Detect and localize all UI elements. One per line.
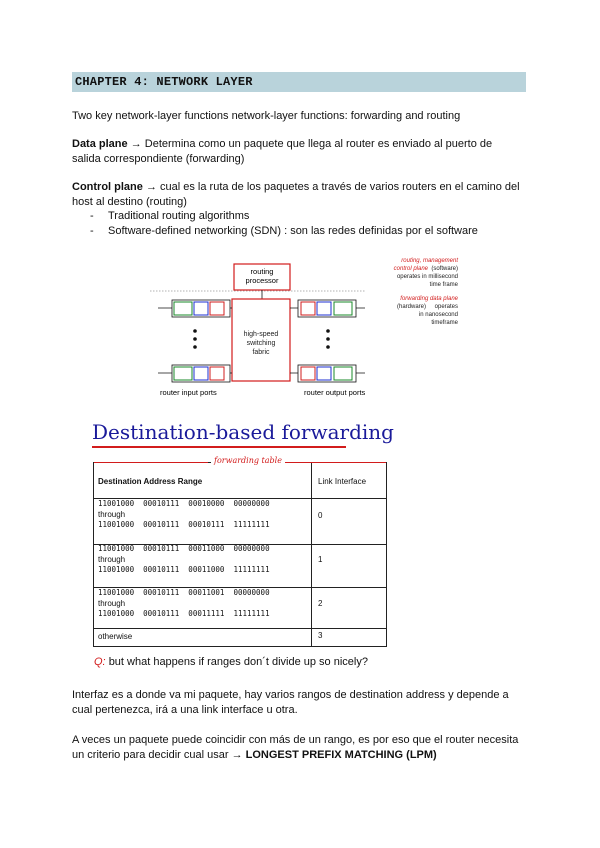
router-architecture-diagram [150,256,460,402]
routing-processor-label-2: processor [245,276,279,285]
link-interface: 3 [318,631,323,640]
control-plane-label: Control plane [72,181,143,193]
data-plane-label: Data plane [72,138,128,150]
lpm-line1: A veces un paquete puede coincidir con más de un rango, es por eso que el router necesita [72,734,519,746]
output-ports-label: router output ports [304,388,366,397]
data-plane-line1: → Determina como un paquete que llega al router es enviado al puerto de [130,138,493,150]
note-routing-1: routing, management [401,258,458,264]
col-header-interface: Link Interface [318,477,367,486]
control-plane-line1: → cual es la ruta de los paquetes a través de varios routers en el camino del [145,181,520,193]
fabric-label-1: high-speed [243,331,279,338]
link-interface: 2 [318,599,323,608]
control-plane-paragraph [72,180,532,210]
interface-line1: Interfaz es a donde va mi paquete, hay varios rangos de destination address y depende a [72,689,509,701]
question-label: Q: [94,656,106,668]
question-text: but what happens if ranges don´t divide up so nicely? [108,656,368,668]
note-forwarding-1: forwarding data plane [400,296,458,302]
control-plane-line2: host al destino (routing) [72,196,187,208]
note-routing-4: operates in millisecond [396,274,458,280]
range-through: through [98,555,126,564]
fabric-label-3: fabric [252,349,270,356]
data-plane-paragraph [72,137,532,167]
interface-line2: cual pertenezca, irá a una link interface u otra. [72,704,298,716]
forwarding-question [94,656,368,668]
note-routing-5: time frame [429,282,458,288]
lpm-line2: un criterio para decidir cual usar → [72,749,246,761]
output-port-bottom [290,365,365,382]
range-from: 11001000 00010111 00011000 00000000 [98,544,270,553]
note-forwarding-5: timeframe [431,320,458,326]
chapter-heading: CHAPTER 4: NETWORK LAYER [72,72,526,92]
range-to: 11001000 00010111 00010111 11111111 [98,520,270,529]
range-to: 11001000 00010111 00011111 11111111 [98,609,270,618]
intro-paragraph: Two key network-layer functions network-layer functions: forwarding and routing [72,110,461,122]
range-otherwise: otherwise [98,632,133,641]
range-to: 11001000 00010111 00011000 11111111 [98,565,270,574]
input-ports-label: router input ports [160,388,217,397]
note-routing-2: control plane [393,266,428,272]
link-interface: 1 [318,555,323,564]
lpm-term: LONGEST PREFIX MATCHING (LPM) [245,749,437,761]
note-forwarding-2: (hardware) [396,304,426,310]
forwarding-table [93,456,387,647]
range-through: through [98,510,126,519]
input-port-bottom [158,365,232,382]
col-header-range: Destination Address Range [98,477,203,486]
bullet-item: - Software-defined networking (SDN) : son las redes definidas por el software [88,224,478,239]
note-forwarding-4: in nanosecond [418,312,458,318]
output-port-top [290,300,365,317]
control-plane-bullets [88,209,478,239]
range-from: 11001000 00010111 00010000 00000000 [98,499,270,508]
range-through: through [98,599,126,608]
link-interface: 0 [318,511,323,520]
forwarding-title: Destination-based forwarding [92,420,394,444]
range-from: 11001000 00010111 00011001 00000000 [98,588,270,597]
interface-paragraph [72,688,532,718]
fabric-label-2: switching [246,340,276,347]
bullet-item: - Traditional routing algorithms [88,209,478,224]
input-port-top [158,300,232,317]
note-routing-3: (software) [431,266,458,272]
note-forwarding-3: operates [434,304,458,310]
forwarding-table-label: forwarding table [211,456,285,465]
table-header [94,463,386,499]
data-plane-line2: salida correspondiente (forwarding) [72,153,245,165]
lpm-paragraph [72,733,532,763]
forwarding-title-underline [92,446,346,448]
routing-processor-label-1: routing [250,267,274,276]
